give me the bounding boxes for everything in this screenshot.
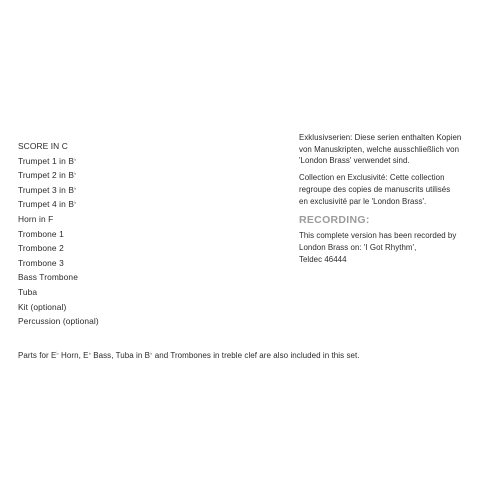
text-line: London Brass on: 'I Got Rhythm', xyxy=(299,242,417,252)
text-line: Exklusivserien: Diese serien enthalten Kopien xyxy=(299,133,462,142)
parts-text: Horn, E xyxy=(58,351,89,360)
instrument-line xyxy=(18,256,268,271)
instrument-line xyxy=(18,300,268,315)
instrument-line xyxy=(18,241,268,256)
instrumentation-list xyxy=(18,139,268,329)
exclusive-note-german xyxy=(299,132,494,167)
instrument-name: Trumpet 3 in B xyxy=(18,184,75,195)
flat-sign: ♭ xyxy=(88,351,91,357)
score-title: SCORE IN C xyxy=(18,141,68,151)
instrument-line xyxy=(18,314,268,329)
info-column xyxy=(299,132,494,265)
instrument-name: Trumpet 4 in B xyxy=(18,199,75,210)
instrument-name: Percussion (optional) xyxy=(18,316,99,327)
parts-text: and Trombones in treble clef are also included in this set. xyxy=(152,351,360,360)
parts-note xyxy=(18,351,488,360)
exclusive-note-french xyxy=(299,172,494,207)
instrument-name: Tuba xyxy=(18,286,38,297)
parts-text: Parts for E xyxy=(18,351,57,360)
text-line: Teldec 46444 xyxy=(299,254,347,264)
recording-heading: RECORDING: xyxy=(299,214,370,227)
instrument-line xyxy=(18,227,268,242)
instrument-line xyxy=(18,183,268,198)
flat-sign: ♭ xyxy=(56,351,59,357)
instrument-line xyxy=(18,168,268,183)
instrument-name: Trumpet 1 in B xyxy=(18,155,75,166)
parts-text: Bass, Tuba in B xyxy=(90,351,150,360)
instrument-name: Trombone 3 xyxy=(18,257,64,268)
text-line: Collection en Exclusivité: Cette collection xyxy=(299,173,445,183)
instrument-name: Kit (optional) xyxy=(18,301,67,312)
text-line: von Manuskripten, welche ausschließlich von xyxy=(299,144,460,154)
instrument-line xyxy=(18,154,268,169)
instrument-line xyxy=(18,270,268,285)
instrument-line xyxy=(18,197,268,212)
instrument-name: Bass Trombone xyxy=(18,272,78,283)
flat-sign: ♭ xyxy=(74,156,77,163)
flat-sign: ♭ xyxy=(74,171,77,178)
instrument-line xyxy=(18,212,268,227)
flat-sign: ♭ xyxy=(150,351,153,357)
instrument-name: Trumpet 2 in B xyxy=(18,170,75,181)
instrument-name: Trombone 1 xyxy=(18,228,64,239)
flat-sign: ♭ xyxy=(74,185,77,192)
text-line: regroupe des copies de manuscrits utilisés xyxy=(299,184,451,194)
instrument-name: Horn in F xyxy=(18,213,54,224)
instrument-line xyxy=(18,285,268,300)
text-line: This complete version has been recorded by xyxy=(299,231,457,241)
text-line: en exclusivité par le 'London Brass'. xyxy=(299,196,427,206)
flat-sign: ♭ xyxy=(74,200,77,207)
text-line: 'London Brass' verwendet sind. xyxy=(299,156,410,166)
instrument-name: Trombone 2 xyxy=(18,243,64,254)
recording-note xyxy=(299,230,494,265)
